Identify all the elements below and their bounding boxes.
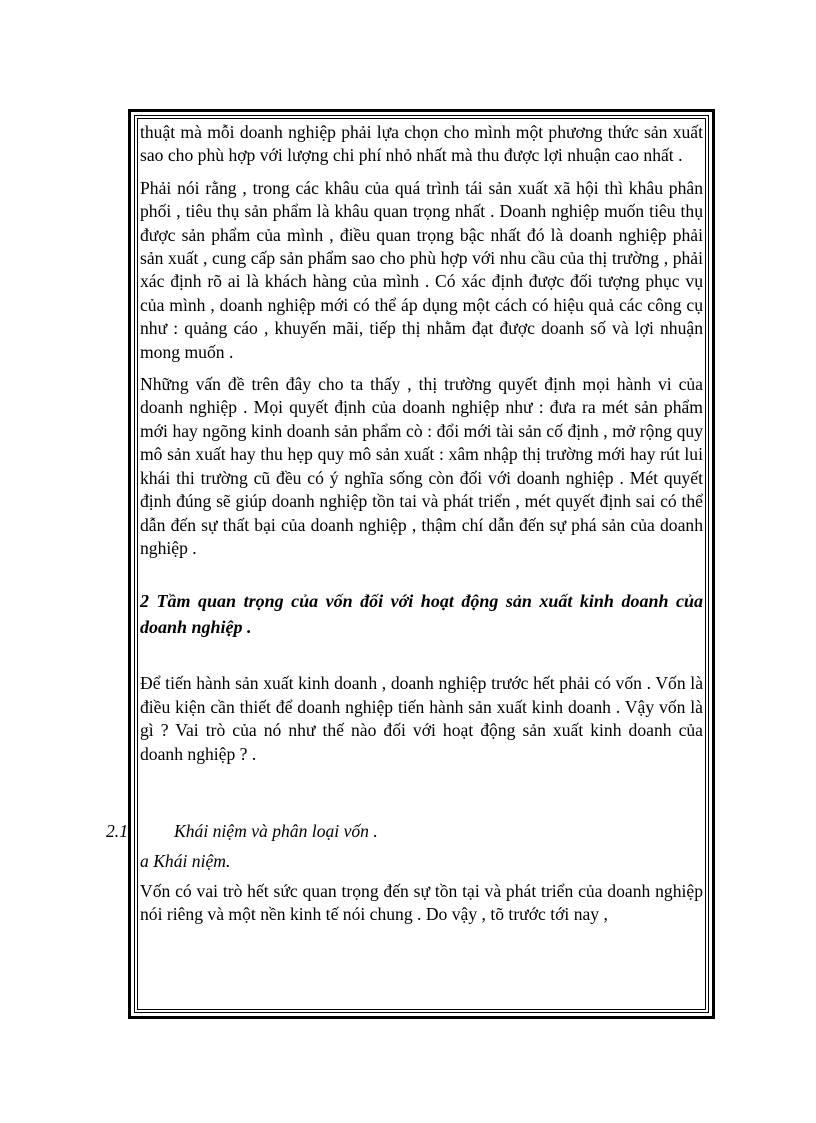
document-tail <box>140 880 703 927</box>
paragraph-1: thuật mà mỗi doanh nghiệp phải lựa chọn cho mình một phương thức sản xuất sao cho phù hợp với lượng chi phí nhỏ nhất mà thu được lợi nhuận cao nhất . <box>140 122 703 166</box>
section-heading-2: 2 Tầm quan trọng của vốn đối với hoạt động sản xuất kinh doanh của doanh nghiệp . <box>140 591 703 638</box>
subsection-number: 2.1 <box>106 821 128 841</box>
paragraph-2: Phải nói rằng , trong các khâu của quá trình tái sản xuất xã hội thì khâu phân phối , tiêu thụ sản phẩm là khâu quan trọng nhất . Doanh nghiệp muốn tiêu thụ được sản phẩm của mình , điều quan trọng bậc nhất đó là doanh nghiệp phải sản xuất , cung cấp sản phẩm sao cho phù hợp với nhu cầu của thị trường , phải xác định rõ ai là khách hàng của mình . Có xác định được đối tượng phục vụ của mình , doanh nghiệp mới có thể áp dụng một cách có hiệu quả các công cụ như : quảng cáo , khuyến mãi, tiếp thị nhằm đạt được doanh số và lợi nhuận mong muốn . <box>140 177 703 362</box>
document-body <box>140 121 703 766</box>
paragraph-4: Để tiến hành sản xuất kinh doanh , doanh nghiệp trước hết phải có vốn . Vốn là điều kiện cần thiết để doanh nghiệp tiến hành sản xuất kinh doanh . Vậy vốn là gì ? Vai trò của nó như thế nào đối với hoạt động sản xuất kinh doanh của doanh nghiệp ? . <box>140 673 703 764</box>
paragraph-5: Vốn có vai trò hết sức quan trọng đến sự tồn tại và phát triển của doanh nghiệp nói riêng và một nền kinh tế nói chung . Do vậy , tõ trước tới nay , <box>140 881 703 925</box>
subsection-title: Khái niệm và phân loại vốn . <box>174 821 378 841</box>
subsection-a-heading: a Khái niệm. <box>140 851 231 871</box>
paragraph-3: Những vấn đề trên đây cho ta thấy , thị trường quyết định mọi hành vi của doanh nghiệp . Mọi quyết định của doanh nghiệp như : đưa ra mét sản phẩm mới hay ngõng kinh doanh sản phẩm cò : đổi mới tài sản cố định , mở rộng quy mô sản xuất hay thu hẹp quy mô sản xuất : xâm nhập thị trường mới hay rút lui khái thi trường cũ đều có ý nghĩa sống còn đối với doanh nghiệp . Mét quyết định đúng sẽ giúp doanh nghiệp tồn tai và phát triển , mét quyết định sai có thể dẫn đến sự thất bại của doanh nghiệp , thậm chí dẫn đến sự phá sản của doanh nghiệp . <box>140 374 703 558</box>
